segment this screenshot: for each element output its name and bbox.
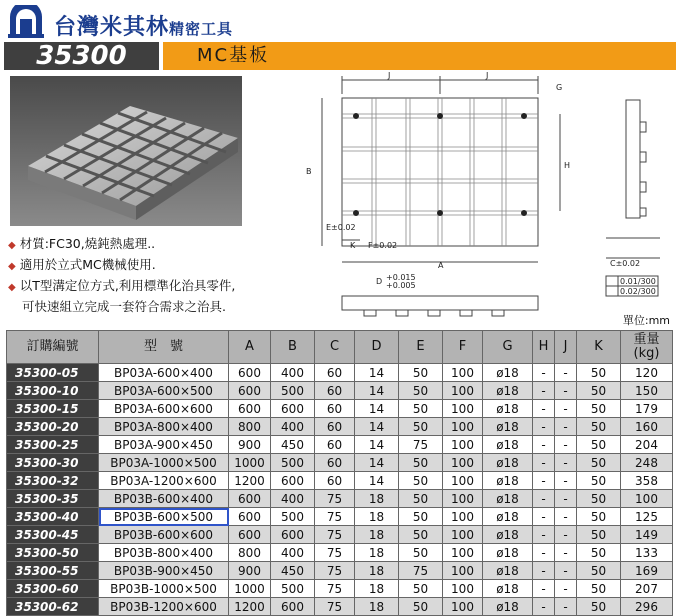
- column-header: K: [577, 331, 621, 364]
- table-cell: 75: [315, 490, 355, 508]
- table-cell: 450: [271, 562, 315, 580]
- table-cell: 133: [621, 544, 673, 562]
- table-row: [7, 544, 673, 562]
- table-row: [7, 526, 673, 544]
- table-cell: ø18: [483, 418, 533, 436]
- table-cell: 75: [315, 544, 355, 562]
- table-row: [7, 472, 673, 490]
- table-cell: 50: [577, 526, 621, 544]
- table-cell: 18: [355, 544, 399, 562]
- table-cell: 500: [271, 382, 315, 400]
- order-number-cell: 35300-32: [7, 472, 99, 490]
- table-cell: 160: [621, 418, 673, 436]
- table-cell: 500: [271, 454, 315, 472]
- table-cell: 100: [443, 598, 483, 616]
- table-cell: 18: [355, 508, 399, 526]
- table-row: [7, 580, 673, 598]
- table-cell: 18: [355, 562, 399, 580]
- model-cell: BP03A-800×400: [99, 418, 229, 436]
- dim-j2: J: [486, 71, 489, 80]
- table-cell: 50: [577, 400, 621, 418]
- table-cell: ø18: [483, 598, 533, 616]
- table-cell: 75: [315, 562, 355, 580]
- table-cell: ø18: [483, 400, 533, 418]
- table-cell: ø18: [483, 490, 533, 508]
- order-number-cell: 35300-50: [7, 544, 99, 562]
- model-cell: BP03B-1000×500: [99, 580, 229, 598]
- table-cell: -: [555, 580, 577, 598]
- table-cell: -: [555, 562, 577, 580]
- order-number-cell: 35300-10: [7, 382, 99, 400]
- table-cell: 14: [355, 472, 399, 490]
- table-row: [7, 436, 673, 454]
- table-cell: 169: [621, 562, 673, 580]
- column-header: E: [399, 331, 443, 364]
- table-cell: 600: [229, 364, 271, 382]
- dim-j1: J: [388, 71, 391, 80]
- table-cell: 60: [315, 400, 355, 418]
- table-cell: -: [555, 490, 577, 508]
- table-cell: 50: [577, 562, 621, 580]
- feature-notes: [8, 234, 235, 316]
- table-cell: 100: [621, 490, 673, 508]
- table-cell: 248: [621, 454, 673, 472]
- table-cell: 100: [443, 508, 483, 526]
- table-cell: 75: [315, 598, 355, 616]
- table-cell: 14: [355, 436, 399, 454]
- table-cell: 100: [443, 562, 483, 580]
- model-cell: BP03A-600×500: [99, 382, 229, 400]
- table-header-row: [7, 331, 673, 364]
- table-cell: 14: [355, 364, 399, 382]
- table-cell: -: [555, 364, 577, 382]
- table-cell: ø18: [483, 562, 533, 580]
- table-cell: -: [555, 526, 577, 544]
- table-cell: -: [533, 400, 555, 418]
- table-cell: 900: [229, 436, 271, 454]
- table-cell: 500: [271, 508, 315, 526]
- table-cell: 60: [315, 436, 355, 454]
- specification-table: [6, 330, 673, 616]
- table-cell: 600: [229, 490, 271, 508]
- dim-f: F±0.02: [368, 241, 398, 250]
- table-cell: 50: [577, 382, 621, 400]
- table-cell: 450: [271, 436, 315, 454]
- column-header: D: [355, 331, 399, 364]
- table-cell: -: [533, 382, 555, 400]
- table-cell: ø18: [483, 508, 533, 526]
- model-cell: BP03B-800×400: [99, 544, 229, 562]
- table-cell: ø18: [483, 580, 533, 598]
- table-cell: 50: [577, 454, 621, 472]
- table-cell: 100: [443, 382, 483, 400]
- table-cell: 1200: [229, 472, 271, 490]
- model-number-bar: 35300: [4, 42, 159, 70]
- table-cell: 100: [443, 454, 483, 472]
- table-cell: 600: [229, 382, 271, 400]
- table-cell: 50: [577, 364, 621, 382]
- table-cell: 75: [315, 508, 355, 526]
- table-cell: -: [533, 526, 555, 544]
- table-cell: 50: [399, 454, 443, 472]
- table-cell: 75: [315, 580, 355, 598]
- table-cell: 14: [355, 454, 399, 472]
- table-row: [7, 598, 673, 616]
- table-cell: 600: [271, 526, 315, 544]
- model-cell: BP03B-600×500: [99, 508, 229, 526]
- table-cell: 600: [229, 526, 271, 544]
- table-cell: 50: [399, 364, 443, 382]
- table-cell: 100: [443, 490, 483, 508]
- table-row: [7, 508, 673, 526]
- table-cell: 60: [315, 472, 355, 490]
- table-cell: 50: [577, 598, 621, 616]
- table-cell: 100: [443, 400, 483, 418]
- table-cell: 1000: [229, 454, 271, 472]
- model-cell: BP03B-1200×600: [99, 598, 229, 616]
- company-logo: [6, 5, 46, 39]
- table-cell: -: [533, 598, 555, 616]
- table-cell: 18: [355, 526, 399, 544]
- dim-g: G: [556, 83, 563, 92]
- model-cell: BP03B-900×450: [99, 562, 229, 580]
- table-cell: 100: [443, 418, 483, 436]
- table-cell: 120: [621, 364, 673, 382]
- table-cell: 50: [577, 418, 621, 436]
- column-header: G: [483, 331, 533, 364]
- table-cell: -: [555, 544, 577, 562]
- table-cell: 400: [271, 490, 315, 508]
- table-cell: 600: [229, 508, 271, 526]
- order-number-cell: 35300-60: [7, 580, 99, 598]
- column-header: A: [229, 331, 271, 364]
- table-cell: 50: [399, 418, 443, 436]
- table-cell: 358: [621, 472, 673, 490]
- table-cell: 400: [271, 364, 315, 382]
- order-number-cell: 35300-05: [7, 364, 99, 382]
- table-row: [7, 400, 673, 418]
- table-row: [7, 382, 673, 400]
- note-material: ◆ 材質:FC30,燒鈍熱處理..: [8, 236, 156, 251]
- model-cell: BP03A-1000×500: [99, 454, 229, 472]
- table-cell: 14: [355, 382, 399, 400]
- model-cell: BP03A-600×600: [99, 400, 229, 418]
- dim-b: B: [306, 167, 312, 176]
- order-number-cell: 35300-30: [7, 454, 99, 472]
- table-cell: -: [555, 418, 577, 436]
- table-cell: 150: [621, 382, 673, 400]
- company-name: 台灣米其林精密工具: [54, 15, 234, 40]
- product-title-bar: MC基板: [163, 42, 676, 70]
- parallel-label: 0.02/300: [620, 287, 656, 296]
- column-header: 訂購編號: [7, 331, 99, 364]
- dim-h: H: [564, 161, 571, 170]
- order-number-cell: 35300-45: [7, 526, 99, 544]
- table-cell: ø18: [483, 382, 533, 400]
- table-cell: -: [533, 544, 555, 562]
- table-cell: 207: [621, 580, 673, 598]
- table-cell: 75: [315, 526, 355, 544]
- table-cell: 100: [443, 364, 483, 382]
- column-header: 型 號: [99, 331, 229, 364]
- table-cell: -: [533, 580, 555, 598]
- table-cell: -: [533, 436, 555, 454]
- dim-d: D: [376, 277, 383, 286]
- table-cell: 600: [271, 472, 315, 490]
- table-cell: 50: [399, 508, 443, 526]
- table-cell: 60: [315, 364, 355, 382]
- table-cell: 14: [355, 400, 399, 418]
- table-cell: 18: [355, 580, 399, 598]
- order-number-cell: 35300-62: [7, 598, 99, 616]
- column-header: C: [315, 331, 355, 364]
- model-cell: BP03A-900×450: [99, 436, 229, 454]
- model-cell: BP03B-600×600: [99, 526, 229, 544]
- dim-d-upper: +0.015: [386, 273, 416, 282]
- order-number-cell: 35300-35: [7, 490, 99, 508]
- table-row: [7, 364, 673, 382]
- table-cell: 100: [443, 526, 483, 544]
- table-cell: ø18: [483, 544, 533, 562]
- table-cell: 50: [577, 490, 621, 508]
- table-cell: 60: [315, 418, 355, 436]
- order-number-cell: 35300-55: [7, 562, 99, 580]
- table-cell: -: [533, 562, 555, 580]
- table-cell: 100: [443, 436, 483, 454]
- table-cell: -: [555, 382, 577, 400]
- table-cell: 600: [229, 400, 271, 418]
- model-cell: BP03A-600×400: [99, 364, 229, 382]
- table-cell: 100: [443, 580, 483, 598]
- order-number-cell: 35300-25: [7, 436, 99, 454]
- model-cell: BP03A-1200×600: [99, 472, 229, 490]
- table-cell: -: [533, 418, 555, 436]
- table-cell: 50: [577, 472, 621, 490]
- table-row: [7, 562, 673, 580]
- column-header: H: [533, 331, 555, 364]
- table-cell: 50: [399, 544, 443, 562]
- note-positioning: ◆ 以T型溝定位方式,利用標準化治具零件,: [8, 278, 236, 293]
- table-cell: 18: [355, 598, 399, 616]
- table-cell: 125: [621, 508, 673, 526]
- table-cell: 50: [399, 526, 443, 544]
- flatness-label: 0.01/300: [620, 277, 656, 286]
- table-cell: 60: [315, 382, 355, 400]
- column-header: J: [555, 331, 577, 364]
- table-cell: 75: [399, 562, 443, 580]
- table-cell: 50: [577, 508, 621, 526]
- table-cell: 75: [399, 436, 443, 454]
- table-cell: 1000: [229, 580, 271, 598]
- dim-k: K: [350, 241, 356, 250]
- table-cell: -: [555, 400, 577, 418]
- table-cell: -: [533, 508, 555, 526]
- table-cell: 50: [577, 580, 621, 598]
- dim-c: C±0.02: [610, 259, 641, 268]
- order-number-cell: 35300-20: [7, 418, 99, 436]
- table-cell: 50: [399, 598, 443, 616]
- table-cell: ø18: [483, 472, 533, 490]
- table-cell: 500: [271, 580, 315, 598]
- order-number-cell: 35300-15: [7, 400, 99, 418]
- dim-d-lower: +0.005: [386, 281, 416, 290]
- table-row: [7, 490, 673, 508]
- table-cell: 18: [355, 490, 399, 508]
- table-cell: 1200: [229, 598, 271, 616]
- table-cell: -: [555, 598, 577, 616]
- table-cell: 100: [443, 472, 483, 490]
- table-cell: 50: [399, 490, 443, 508]
- column-header: B: [271, 331, 315, 364]
- table-cell: 50: [577, 436, 621, 454]
- table-cell: 50: [399, 400, 443, 418]
- table-cell: 100: [443, 544, 483, 562]
- table-cell: -: [555, 508, 577, 526]
- column-header: 重量 (kg): [621, 331, 673, 364]
- table-cell: 800: [229, 544, 271, 562]
- table-cell: -: [533, 454, 555, 472]
- table-cell: 149: [621, 526, 673, 544]
- model-cell: BP03B-600×400: [99, 490, 229, 508]
- table-cell: 50: [577, 544, 621, 562]
- table-cell: 50: [399, 382, 443, 400]
- table-row: [7, 454, 673, 472]
- table-cell: 600: [271, 400, 315, 418]
- dim-a: A: [438, 261, 444, 270]
- table-cell: ø18: [483, 436, 533, 454]
- table-cell: -: [555, 436, 577, 454]
- table-cell: 800: [229, 418, 271, 436]
- table-cell: 50: [399, 580, 443, 598]
- technical-drawing: [280, 70, 676, 320]
- note-assembly: 可快速組立完成一套符合需求之治具.: [22, 299, 226, 314]
- unit-label: 單位:mm: [622, 314, 670, 327]
- column-header: F: [443, 331, 483, 364]
- dim-e: E±0.02: [326, 223, 356, 232]
- table-cell: 14: [355, 418, 399, 436]
- table-cell: -: [555, 454, 577, 472]
- table-cell: -: [555, 472, 577, 490]
- table-cell: 60: [315, 454, 355, 472]
- table-cell: ø18: [483, 364, 533, 382]
- order-number-cell: 35300-40: [7, 508, 99, 526]
- table-cell: 204: [621, 436, 673, 454]
- table-row: [7, 418, 673, 436]
- table-cell: 400: [271, 544, 315, 562]
- table-cell: 600: [271, 598, 315, 616]
- product-photo: [10, 76, 242, 226]
- table-cell: 179: [621, 400, 673, 418]
- table-cell: ø18: [483, 526, 533, 544]
- table-cell: 50: [399, 472, 443, 490]
- table-cell: 900: [229, 562, 271, 580]
- table-cell: 296: [621, 598, 673, 616]
- table-cell: 400: [271, 418, 315, 436]
- table-cell: ø18: [483, 454, 533, 472]
- table-cell: -: [533, 472, 555, 490]
- table-cell: -: [533, 364, 555, 382]
- note-usage: ◆ 適用於立式MC機械使用.: [8, 257, 156, 272]
- table-cell: -: [533, 490, 555, 508]
